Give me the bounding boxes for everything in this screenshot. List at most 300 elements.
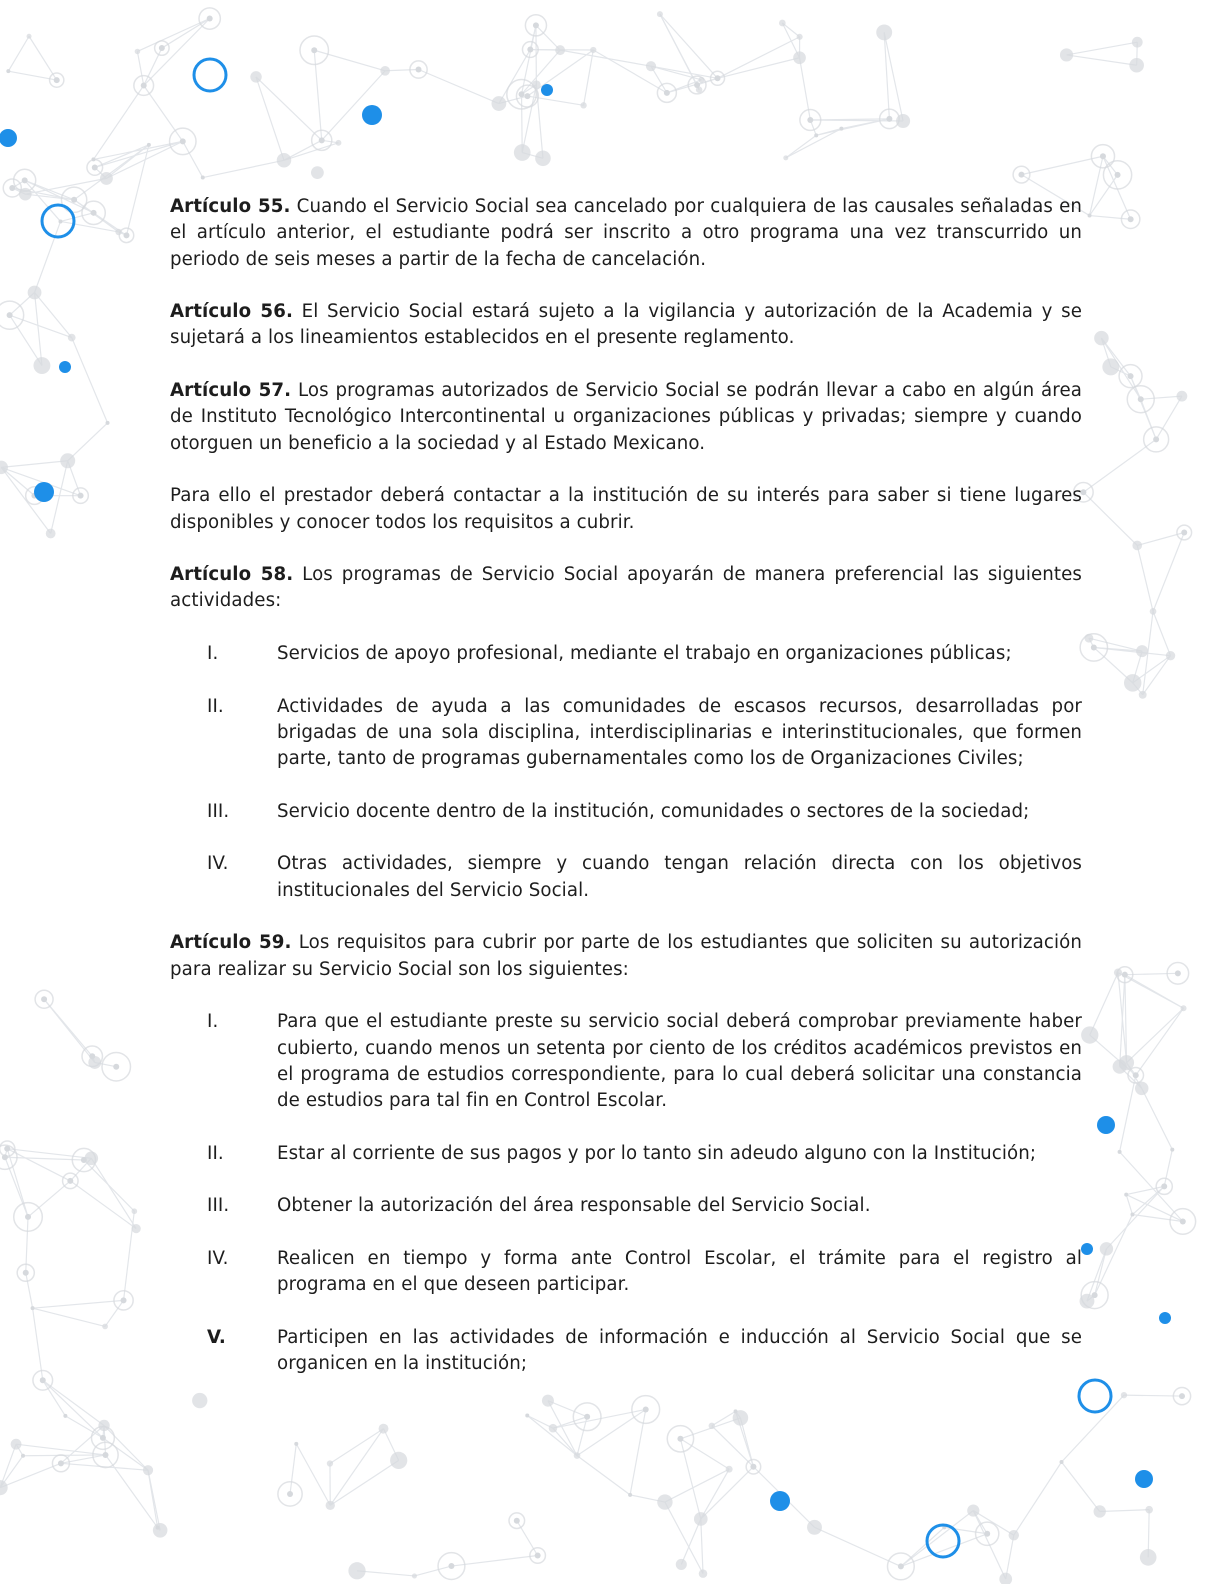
list-item-text: Estar al corriente de sus pagos y por lo tanto sin adeudo alguno con la Institución;: [277, 1142, 1037, 1164]
network-node: [7, 312, 13, 318]
network-link: [1120, 1075, 1136, 1152]
network-link: [1090, 216, 1131, 220]
network-node: [28, 286, 42, 300]
network-node: [1161, 1183, 1167, 1189]
network-node: [25, 1214, 31, 1220]
article-57-text: Los programas autorizados de Servicio Social se podrán llevar a cabo en algún área de Instituto Tecnológico Intercontinental u organizaciones públicas y privadas; siempre y cuando otorguen un beneficio a la sociedad y al Estado Mexicano.: [170, 380, 1082, 454]
network-node: [779, 20, 786, 27]
network-node: [412, 1573, 417, 1578]
document-body: [170, 194, 1082, 1404]
network-node: [514, 144, 531, 161]
network-node: [380, 66, 390, 76]
list-item-text: Obtener la autorización del área responsable del Servicio Social.: [277, 1195, 871, 1217]
network-accent-node: [0, 129, 17, 147]
network-node: [814, 133, 818, 137]
network-node: [1130, 1213, 1134, 1217]
network-node: [555, 45, 565, 55]
network-node: [715, 75, 721, 81]
network-node: [1175, 970, 1181, 976]
network-node: [783, 155, 788, 160]
list-item-number: III.: [207, 1195, 230, 1217]
network-node: [1150, 608, 1157, 615]
network-node: [115, 229, 121, 235]
network-link: [357, 1571, 414, 1576]
network-node: [135, 49, 141, 55]
article-59-text: Los requisitos para cubrir por parte de los estudiantes que soliciten su autorización para realizar su Servicio Social son los siguientes:: [170, 932, 1082, 980]
network-link: [70, 1181, 136, 1229]
network-node: [525, 1414, 529, 1418]
network-link: [256, 77, 284, 160]
network-node: [294, 1442, 298, 1446]
list-item: [170, 1009, 1082, 1114]
network-link: [630, 1409, 646, 1494]
network-node: [876, 24, 892, 40]
network-node: [1091, 644, 1097, 650]
article-57: [170, 378, 1082, 457]
network-node: [0, 1480, 8, 1495]
network-node: [1179, 1393, 1185, 1399]
network-node: [88, 1056, 101, 1069]
network-node: [1181, 530, 1187, 536]
network-node: [448, 1563, 454, 1569]
network-node: [132, 1224, 141, 1233]
network-link: [33, 1300, 124, 1308]
network-node: [33, 357, 50, 374]
network-link: [137, 19, 209, 52]
network-link: [786, 135, 816, 157]
network-node: [734, 1409, 738, 1413]
network-accent-ring: [927, 1525, 959, 1557]
network-node: [1135, 1082, 1148, 1095]
network-node: [1129, 58, 1144, 73]
network-node: [326, 1501, 335, 1510]
network-node: [1132, 541, 1142, 551]
network-link: [1153, 611, 1170, 655]
network-node: [886, 116, 892, 122]
network-link: [1067, 42, 1138, 55]
network-node: [1139, 691, 1147, 699]
network-node: [102, 1452, 108, 1458]
list-item: [170, 799, 1082, 825]
network-node: [1170, 1148, 1174, 1152]
network-node: [100, 172, 113, 185]
network-node: [41, 996, 47, 1002]
network-accent-ring: [194, 59, 226, 91]
network-link: [148, 1470, 158, 1527]
network-node: [657, 1494, 672, 1509]
network-node: [1181, 1005, 1187, 1011]
network-node: [319, 137, 325, 143]
network-link: [1127, 1008, 1184, 1062]
network-link: [718, 58, 800, 79]
list-item-number: II.: [207, 1142, 224, 1164]
network-link: [810, 119, 889, 120]
network-link: [144, 48, 162, 85]
network-node: [102, 1324, 108, 1330]
network-link: [536, 25, 560, 50]
network-node: [584, 1414, 590, 1420]
network-node: [153, 1523, 168, 1538]
network-link: [522, 94, 523, 152]
network-node: [1176, 391, 1187, 402]
network-node: [327, 1460, 333, 1466]
network-link: [414, 1566, 451, 1576]
network-node: [78, 493, 84, 499]
list-item-text: Servicios de apoyo profesional, mediante el trabajo en organizaciones públicas;: [277, 643, 1012, 665]
network-link: [1153, 533, 1184, 612]
network-link: [536, 85, 543, 159]
network-link: [44, 999, 95, 1062]
article-59-label: Artículo 59.: [170, 932, 292, 954]
network-accent-ring: [42, 205, 74, 237]
network-node: [1124, 674, 1141, 691]
article-57-label: Artículo 57.: [170, 380, 292, 402]
network-node: [31, 1306, 35, 1310]
network-link: [91, 1158, 136, 1228]
network-link: [144, 19, 210, 86]
network-node: [514, 1518, 520, 1524]
article-58-list: [170, 641, 1082, 904]
list-item-text: Servicio docente dentro de la institución, comunidades o sectores de la sociedad;: [277, 800, 1030, 822]
network-node: [628, 1493, 632, 1497]
network-link: [1095, 1249, 1107, 1295]
network-link: [203, 160, 284, 177]
network-link: [593, 50, 667, 93]
network-node: [27, 34, 32, 39]
network-link: [584, 50, 594, 105]
network-node: [379, 1424, 389, 1434]
network-link: [1137, 545, 1153, 611]
network-node: [646, 61, 656, 71]
network-node: [59, 219, 63, 223]
network-node: [46, 529, 56, 539]
network-node: [2, 1154, 8, 1160]
network-link: [322, 71, 385, 141]
network-node: [750, 1464, 756, 1470]
network-link: [61, 1463, 148, 1470]
network-node: [92, 164, 98, 170]
network-link: [61, 213, 94, 222]
network-node: [694, 1512, 708, 1526]
network-node: [533, 22, 539, 28]
network-node: [123, 232, 129, 238]
list-item-text: Participen en las actividades de información e inducción al Servicio Social que se organicen en la institución;: [277, 1326, 1082, 1375]
network-node: [1018, 172, 1024, 178]
network-node: [664, 90, 670, 96]
network-node: [1100, 153, 1106, 159]
network-link: [577, 1456, 630, 1495]
network-link: [84, 1160, 134, 1211]
network-node: [676, 1559, 687, 1570]
network-node: [141, 83, 147, 89]
network-node: [898, 1563, 904, 1569]
network-link: [1062, 1462, 1100, 1511]
network-link: [72, 338, 108, 423]
network-node: [159, 45, 165, 51]
network-node: [1118, 1150, 1122, 1154]
network-node: [71, 197, 77, 203]
network-link: [183, 141, 203, 177]
network-link: [93, 86, 143, 160]
network-node: [348, 1562, 365, 1579]
network-link: [68, 423, 108, 461]
network-node: [999, 1573, 1012, 1584]
network-link: [330, 1460, 398, 1505]
network-link: [527, 1416, 577, 1456]
network-node: [113, 1064, 119, 1070]
network-node: [1081, 1026, 1098, 1043]
list-item: [170, 1246, 1082, 1299]
list-item: [170, 1325, 1082, 1378]
network-node: [696, 86, 703, 93]
network-accent-node: [1097, 1116, 1115, 1134]
network-link: [137, 51, 143, 85]
network-link: [1014, 1462, 1062, 1535]
network-node: [984, 1531, 990, 1537]
network-node: [390, 1452, 407, 1469]
network-node: [311, 47, 317, 53]
network-link: [701, 1519, 703, 1574]
network-node: [11, 1439, 22, 1450]
article-58-text: Los programas de Servicio Social apoyarán de manera preferencial las siguientes actividades:: [170, 564, 1082, 612]
network-node: [58, 1460, 64, 1466]
network-accent-node: [362, 105, 382, 125]
network-node: [1121, 1392, 1127, 1398]
network-node: [1113, 1060, 1127, 1074]
network-accent-node: [59, 361, 71, 373]
article-56: [170, 299, 1082, 352]
network-link: [290, 1444, 296, 1494]
network-link: [1142, 1088, 1173, 1149]
list-item: [170, 694, 1082, 773]
network-link: [1021, 156, 1102, 174]
network-node: [1133, 1072, 1139, 1078]
network-node: [277, 153, 291, 167]
network-node: [207, 16, 213, 22]
network-link: [901, 1527, 944, 1566]
network-node: [121, 1297, 127, 1303]
network-link: [1156, 396, 1182, 439]
network-link: [330, 1429, 383, 1506]
article-58-label: Artículo 58.: [170, 564, 294, 586]
network-link: [1120, 1152, 1183, 1222]
list-item-number: I.: [207, 643, 219, 665]
network-node: [643, 1406, 649, 1412]
article-55-text: Cuando el Servicio Social sea cancelado por cualquiera de las causales señaladas en el artículo anterior, el estudiante podrá ser inscrito a otro programa una vez transcurrido un periodo de seis meses a partir de la fecha de cancelación.: [170, 196, 1082, 270]
network-link: [419, 70, 499, 104]
network-link: [33, 1308, 43, 1380]
network-link: [51, 461, 68, 534]
network-node: [60, 453, 75, 468]
list-item-text: Otras actividades, siempre y cuando tengan relación directa con los objetivos institucionales del Servicio Social.: [277, 853, 1082, 901]
network-node: [535, 151, 551, 167]
network-node: [1100, 1242, 1113, 1255]
article-57-extra-paragraph: Para ello el prestador deberá contactar a la institución de su interés para saber si tiene lugares disponibles y conocer todos los requisitos a cubrir.: [170, 485, 1082, 533]
network-node: [23, 1270, 29, 1276]
network-link: [33, 1308, 105, 1326]
network-link: [815, 1527, 901, 1566]
network-node: [1122, 972, 1128, 978]
network-node: [1124, 1193, 1128, 1197]
network-link: [16, 1444, 105, 1455]
list-item: [170, 1193, 1082, 1219]
network-node: [574, 1452, 581, 1459]
network-link: [816, 129, 841, 136]
network-node: [793, 51, 806, 64]
network-accent-node: [541, 84, 553, 96]
network-link: [43, 1380, 103, 1438]
network-node: [106, 421, 110, 425]
network-link: [1083, 439, 1156, 492]
network-link: [1067, 55, 1137, 65]
network-link: [1090, 973, 1118, 1035]
network-node: [491, 96, 506, 111]
network-node: [54, 77, 60, 83]
network-link: [701, 1467, 754, 1519]
list-item-text: Realicen en tiempo y forma ante Control Escolar, el trámite para el registro al programa en el que deseen participar.: [277, 1247, 1082, 1296]
network-accent-node: [770, 1491, 790, 1511]
network-link: [1120, 975, 1125, 1067]
network-node: [967, 1504, 979, 1516]
network-node: [839, 127, 843, 131]
network-node: [519, 91, 525, 97]
network-link: [517, 1521, 538, 1556]
network-accent-node: [34, 482, 54, 502]
network-node: [1060, 48, 1073, 61]
network-node: [1166, 651, 1175, 660]
network-link: [681, 1519, 700, 1564]
network-node: [40, 1377, 46, 1383]
network-node: [1145, 1506, 1153, 1514]
network-node: [1092, 1292, 1098, 1298]
list-item-number: II.: [207, 695, 224, 717]
network-link: [786, 129, 842, 158]
network-link: [1136, 1008, 1184, 1075]
network-node: [98, 1420, 109, 1431]
network-link: [1, 461, 67, 468]
network-link: [680, 1439, 700, 1519]
network-link: [718, 37, 800, 78]
network-link: [94, 213, 119, 232]
network-node: [580, 102, 586, 108]
network-link: [104, 1425, 148, 1470]
network-node: [336, 140, 342, 146]
network-node: [1094, 331, 1109, 346]
network-link: [680, 1439, 729, 1469]
network-node: [524, 93, 530, 99]
network-node: [1138, 396, 1144, 402]
network-node: [1115, 172, 1121, 178]
network-node: [527, 47, 533, 53]
network-node: [1153, 436, 1159, 442]
list-item-number: IV.: [207, 853, 229, 875]
network-node: [532, 80, 541, 89]
network-node: [677, 1436, 683, 1442]
network-accent-node: [1081, 1243, 1093, 1255]
list-item-text: Actividades de ayuda a las comunidades de escasos recursos, desarrolladas por brigadas de una sola disciplina, interdisciplinarias e interinstitucionales, que formen parte, tanto de programas gubernamentales como los de Organizaciones Civiles;: [277, 695, 1082, 770]
network-node: [147, 143, 151, 147]
list-item-number: III.: [207, 800, 230, 822]
network-link: [1141, 399, 1156, 439]
network-link: [35, 292, 42, 365]
network-node: [21, 1454, 25, 1458]
network-node: [807, 117, 813, 123]
network-node: [156, 1526, 160, 1530]
article-56-label: Artículo 56.: [170, 301, 293, 323]
network-node: [1136, 645, 1148, 657]
network-node: [1060, 1460, 1064, 1464]
network-node: [250, 71, 261, 82]
network-node: [287, 1491, 293, 1497]
network-link: [1100, 1510, 1149, 1512]
list-item-number: I.: [207, 1011, 219, 1033]
network-accent-node: [1159, 1312, 1171, 1324]
article-55-label: Artículo 55.: [170, 196, 291, 217]
network-node: [1088, 214, 1092, 218]
network-node: [91, 210, 97, 216]
network-node: [535, 1553, 541, 1559]
network-node: [1094, 1505, 1106, 1517]
network-node: [590, 47, 596, 53]
network-link: [256, 77, 322, 140]
list-item-number: V.: [207, 1326, 226, 1348]
network-link: [1006, 1535, 1014, 1579]
network-node: [797, 34, 803, 40]
network-node: [6, 69, 10, 73]
network-link: [43, 1380, 104, 1425]
list-item: [170, 1141, 1082, 1167]
network-node: [416, 67, 422, 73]
network-node: [63, 1414, 67, 1418]
network-node: [709, 1423, 715, 1429]
network-link: [1062, 1395, 1124, 1462]
network-node: [1180, 1218, 1186, 1224]
network-link: [1083, 492, 1137, 545]
network-node: [81, 1157, 87, 1163]
network-node: [201, 176, 205, 180]
network-node: [100, 1435, 106, 1441]
article-56-text: El Servicio Social estará sujeto a la vigilancia y autorización de la Academia y se sujetará a los lineamientos establecidos en el presente reglamento.: [170, 301, 1082, 349]
network-node: [1009, 1530, 1019, 1540]
article-58: [170, 562, 1082, 615]
network-accent-ring: [1079, 1380, 1111, 1412]
list-item: [170, 641, 1082, 667]
network-node: [1132, 37, 1143, 48]
article-55: [170, 194, 1082, 273]
network-node: [807, 1520, 822, 1535]
network-node: [68, 334, 76, 342]
list-item-number: IV.: [207, 1247, 229, 1269]
network-link: [1141, 396, 1182, 399]
network-node: [1140, 1549, 1157, 1566]
network-link: [8, 36, 29, 71]
article-59: [170, 930, 1082, 983]
network-node: [311, 166, 324, 179]
network-node: [180, 138, 186, 144]
network-node: [657, 11, 663, 17]
network-node: [549, 1424, 558, 1433]
network-node: [699, 1569, 708, 1578]
network-link: [330, 1429, 384, 1464]
network-link: [124, 1211, 135, 1300]
network-node: [132, 1208, 138, 1214]
network-node: [1128, 216, 1134, 222]
network-accent-node: [1135, 1470, 1153, 1488]
network-node: [1102, 358, 1119, 375]
article-59-list: [170, 1009, 1082, 1377]
network-link: [385, 70, 418, 71]
network-node: [67, 1178, 73, 1184]
